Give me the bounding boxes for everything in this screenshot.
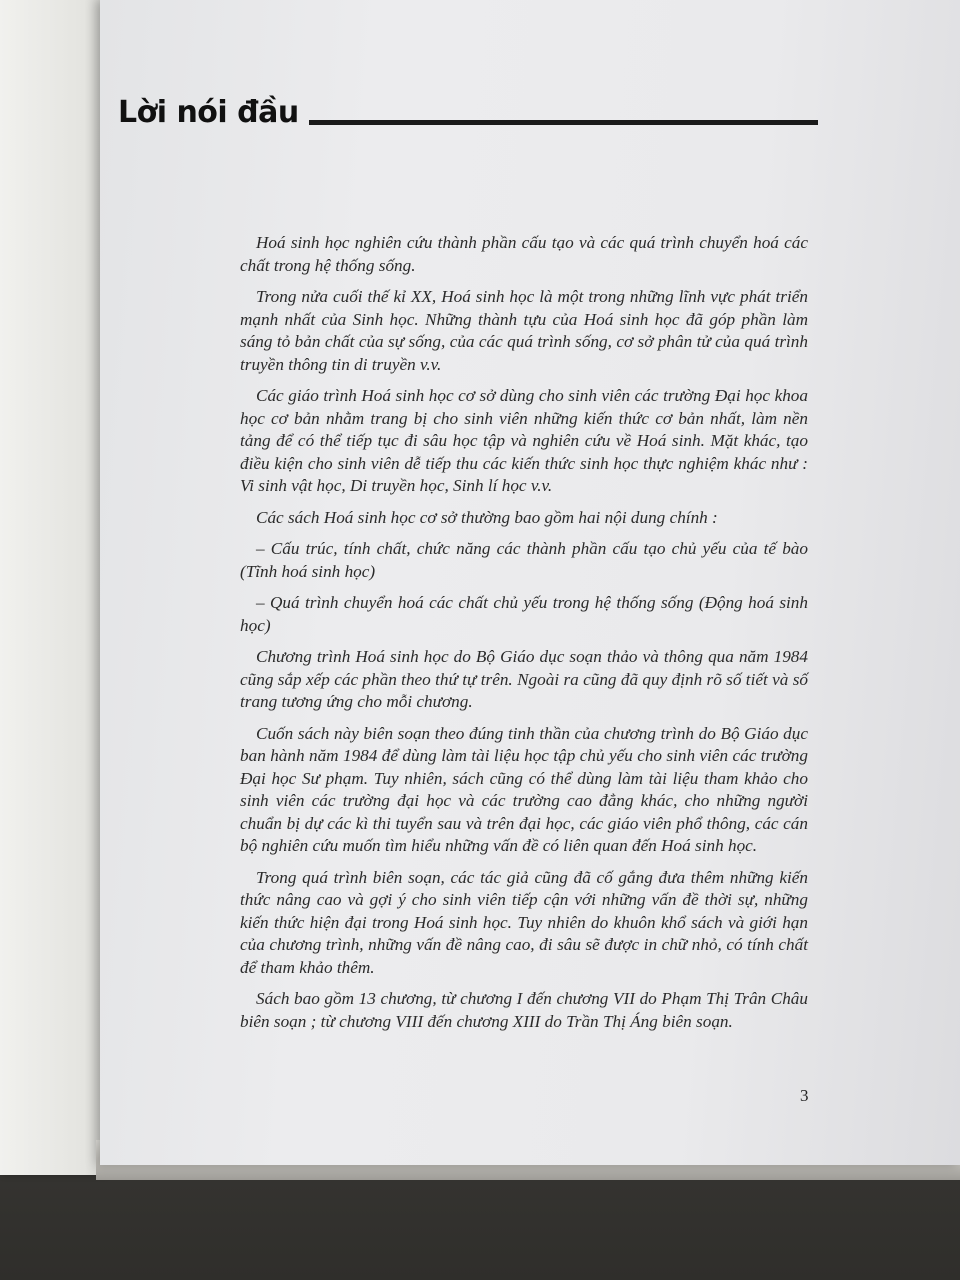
heading-rule (309, 120, 818, 125)
facing-page-edge (0, 0, 106, 1175)
page-number: 3 (800, 1086, 809, 1105)
paragraph: Sách bao gồm 13 chương, từ chương I đến chương VII do Phạm Thị Trân Châu biên soạn ; từ chương VIII đến chương XIII do Trần Thị Áng biên soạn. (240, 989, 808, 1031)
paragraph: Hoá sinh học nghiên cứu thành phần cấu tạo và các quá trình chuyển hoá các chất trong hệ thống sống. (240, 233, 808, 275)
paragraph: Chương trình Hoá sinh học do Bộ Giáo dục soạn thảo và thông qua năm 1984 cũng sắp xếp các phần theo thứ tự trên. Ngoài ra cũng đã quy định rõ số tiết và số trang tương ứng cho mỗi chương. (240, 647, 808, 711)
paragraph: Các sách Hoá sinh học cơ sở thường bao gồm hai nội dung chính : (256, 507, 718, 527)
heading-title: Lời nói đầu (118, 95, 299, 130)
list-item: – Cấu trúc, tính chất, chức năng các thành phần cấu tạo chủ yếu của tế bào (Tĩnh hoá sinh học) (240, 539, 808, 581)
preface-body (240, 232, 808, 1042)
paragraph: Trong quá trình biên soạn, các tác giả cũng đã cố gắng đưa thêm những kiến thức nâng cao và gợi ý cho sinh viên tiếp cận với những vấn đề thời sự, những kiến thức hiện đại trong Hoá sinh học. Tuy nhiên do khuôn khổ sách và giới hạn của chương trình, những vấn đề nâng cao, đi sâu sẽ được in chữ nhỏ, có tính chất để tham khảo thêm. (240, 867, 808, 977)
paragraph: Cuốn sách này biên soạn theo đúng tinh thần của chương trình do Bộ Giáo dục ban hành năm 1984 để dùng làm tài liệu học tập chủ yếu cho sinh viên các trường Đại học Sư phạm. Tuy nhiên, sách cũng có thể dùng làm tài liệu tham khảo cho sinh viên các trường đại học và các trường cao đẳng khác, cho những người chuẩn bị dự các kì thi tuyển sau và trên đại học, các giáo viên phổ thông, các cán bộ nghiên cứu muốn tìm hiểu những vấn đề có liên quan đến Hoá sinh học. (240, 723, 808, 855)
paragraph: Trong nửa cuối thế kỉ XX, Hoá sinh học là một trong những lĩnh vực phát triển mạnh nhất của Sinh học. Những thành tựu của Hoá sinh học đã góp phần làm sáng tỏ bản chất của sự sống, của các quá trình sống, cơ sở phân tử của quá trình truyền thông tin di truyền v.v. (240, 287, 808, 374)
book-page (100, 0, 960, 1165)
list-item: – Quá trình chuyển hoá các chất chủ yếu trong hệ thống sống (Động hoá sinh học) (240, 593, 808, 635)
heading (118, 95, 818, 130)
paragraph: Các giáo trình Hoá sinh học cơ sở dùng cho sinh viên các trường Đại học khoa học cơ bản nhằm trang bị cho sinh viên những kiến thức cơ bản nhất, làm nền tảng để có thể tiếp tục đi sâu học tập và nghiên cứu về Hoá sinh. Mặt khác, tạo điều kiện cho sinh viên dễ tiếp thu các kiến thức sinh học thực nghiệm khác như : Vi sinh vật học, Di truyền học, Sinh lí học v.v. (240, 386, 808, 495)
